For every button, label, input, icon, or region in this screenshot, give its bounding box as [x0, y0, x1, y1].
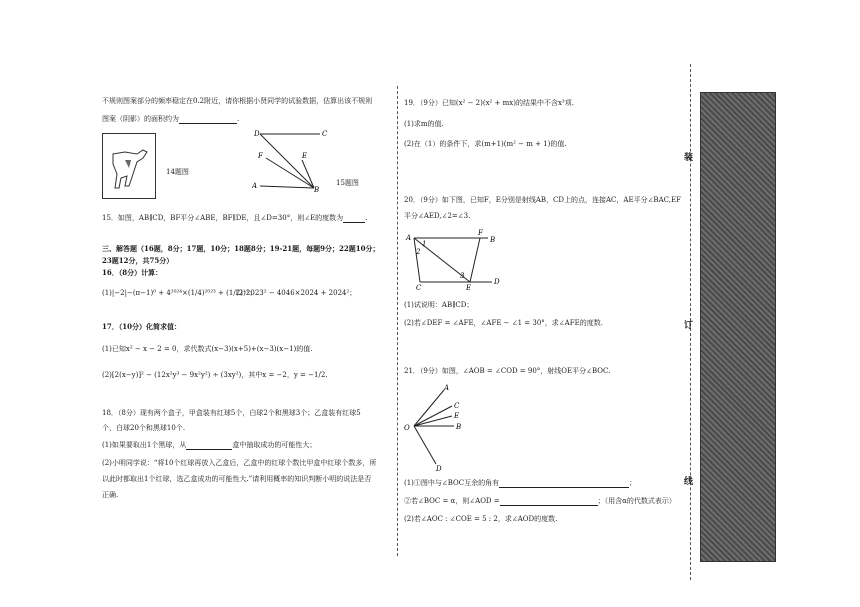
question-20-part-1: (1)试说明：AB∥CD； — [404, 301, 474, 309]
figure-21 — [404, 382, 474, 472]
binding-char-2: 订 — [684, 321, 694, 331]
point-d: D — [436, 465, 442, 472]
answer-blank — [186, 441, 232, 450]
question-21-part-1b-text: ②若∠BOC = α，则∠AOD = — [404, 497, 500, 505]
figure-15-label: 15题图 — [336, 179, 359, 187]
angle-3: 3 — [460, 272, 465, 280]
question-20-line-2: 平分∠AED,∠2=∠3. — [404, 212, 471, 220]
question-17-part-2: (2)[2(x−y)]² − (12x²y³ − 9x²y²) ÷ (3xy²)，其中x = −2，y = −1/2. — [102, 371, 328, 379]
question-16-part-1: (1)|−2|−(π−1)⁰ + 4²⁰²⁴×(1/4)²⁰²³ + (1/2)⁻¹； — [102, 289, 257, 297]
binding-char-1: 装 — [684, 153, 694, 163]
question-18-part-1-text: (1)如果要取出1个黑球，从 — [102, 441, 187, 449]
point-c: C — [454, 402, 460, 410]
point-d: D — [254, 130, 260, 138]
question-18-line-2: 个，白球20个和黑球10个. — [102, 424, 186, 432]
question-16-title: 16．（8分）计算： — [102, 268, 163, 277]
question-15-text: 15．如图，AB∥CD，BF平分∠ABE，BF∥DE，且∠D=30°，则∠E的度数为 — [102, 214, 344, 222]
answer-blank — [179, 115, 237, 124]
question-19-part-1: (1)求m的值. — [404, 120, 444, 128]
figure-14-label: 14题图 — [166, 168, 189, 176]
intro-text: 图案（阴影）的面积约为 — [102, 115, 179, 123]
question-18-part-2-line-1: (2)小明同学说：“将10个红球再放入乙盒后，乙盒中的红球个数比甲盒中红球个数多，所 — [102, 459, 377, 467]
point-o: O — [404, 424, 410, 432]
answer-blank — [499, 479, 629, 488]
question-18-part-2-line-2: 以此时都取出1个红球，选乙盒成功的可能性大.”请利用概率的知识判断小明的说法是否 — [102, 475, 372, 483]
question-17-part-1: (1)已知x² − x − 2 = 0，求代数式(x−3)(x+5)+(x−3)(x−1)的值. — [102, 345, 313, 353]
question-20-part-2: (2)若∠DEF = ∠AFE，∠AFE − ∠1 = 30°，求∠AFE的度数. — [404, 319, 603, 327]
question-19-title: 19．（9分）已知(x² − 2)(x² + mx)的结果中不含x³项. — [404, 99, 574, 107]
figure-20 — [404, 226, 504, 292]
point-b: B — [314, 186, 320, 194]
question-21-part-1a-text: (1)①图中与∠BOC互余的角有 — [404, 479, 500, 487]
intro-line-1: 不规则图案部分的频率稳定在0.2附近，请你根据小贤同学的试验数据，估算出该不规则 — [102, 97, 373, 105]
question-21-part-2: (2)若∠AOC : ∠COE = 5 : 2，求∠AOD的度数. — [404, 515, 558, 523]
question-15: 15．如图，AB∥CD，BF平分∠ABE，BF∥DE，且∠D=30°，则∠E的度数为 . — [102, 214, 368, 222]
binding-strip-shaded — [700, 92, 776, 562]
point-e: E — [466, 284, 472, 292]
point-b: B — [456, 423, 462, 431]
question-16-part-2: (2)2023² − 4046×2024 + 2024²； — [236, 289, 357, 297]
point-c: C — [322, 130, 328, 138]
dinosaur-icon — [103, 134, 155, 198]
figure-14-dinosaur — [102, 133, 156, 199]
question-18-part-1 — [102, 440, 316, 450]
question-18-part-1-end: 盒中抽取成功的可能性大； — [232, 441, 317, 449]
answer-blank — [500, 497, 598, 506]
answer-blank — [343, 214, 365, 223]
question-19-part-2: (2)在（1）的条件下，求(m+1)(m² − m + 1)的值. — [404, 140, 567, 148]
point-a: A — [444, 384, 450, 392]
question-17-title: 17．（10分）化简求值： — [102, 322, 181, 331]
question-21-title: 21．（9分）如图，∠AOB = ∠COD = 90°，射线OE平分∠BOC. — [404, 367, 611, 375]
point-c: C — [416, 284, 422, 292]
point-a: A — [252, 182, 258, 190]
question-21-part-1a: (1)①图中与∠BOC互余的角有 ； — [404, 479, 637, 487]
point-f: F — [478, 229, 483, 237]
point-f: F — [258, 152, 263, 160]
point-e: E — [302, 152, 308, 160]
point-d: D — [494, 278, 500, 286]
binding-char-3: 线 — [684, 477, 694, 487]
question-18-line-1: 18．（8分）现有两个盒子，甲盒装有红球5个，白球2个和黑球3个；乙盒装有红球5 — [102, 409, 361, 417]
question-18-part-2-line-3: 正确. — [102, 491, 119, 499]
point-b: B — [490, 236, 496, 244]
section-3-line-2: 23题12分，共75分） — [102, 256, 174, 265]
angle-2: 2 — [416, 248, 421, 256]
point-e: E — [454, 412, 460, 420]
intro-line-2: 图案（阴影）的面积约为 . — [102, 115, 240, 123]
question-21-part-1b-note: （用含α的代数式表示） — [604, 497, 676, 505]
angle-1: 1 — [422, 240, 427, 248]
question-21-part-1b: ②若∠BOC = α，则∠AOD = ；（用含α的代数式表示） — [404, 497, 676, 505]
question-20-line-1: 20．（9分）如下图，已知F，E分别是射线AB，CD上的点，连接AC，AE平分∠BAC,EF — [404, 196, 681, 204]
column-divider — [397, 86, 398, 556]
point-a: A — [406, 234, 412, 242]
section-3-line-1: 三、解答题（16题，8分；17题，10分；18题8分；19-21题，每题9分；22题10分； — [102, 244, 380, 253]
